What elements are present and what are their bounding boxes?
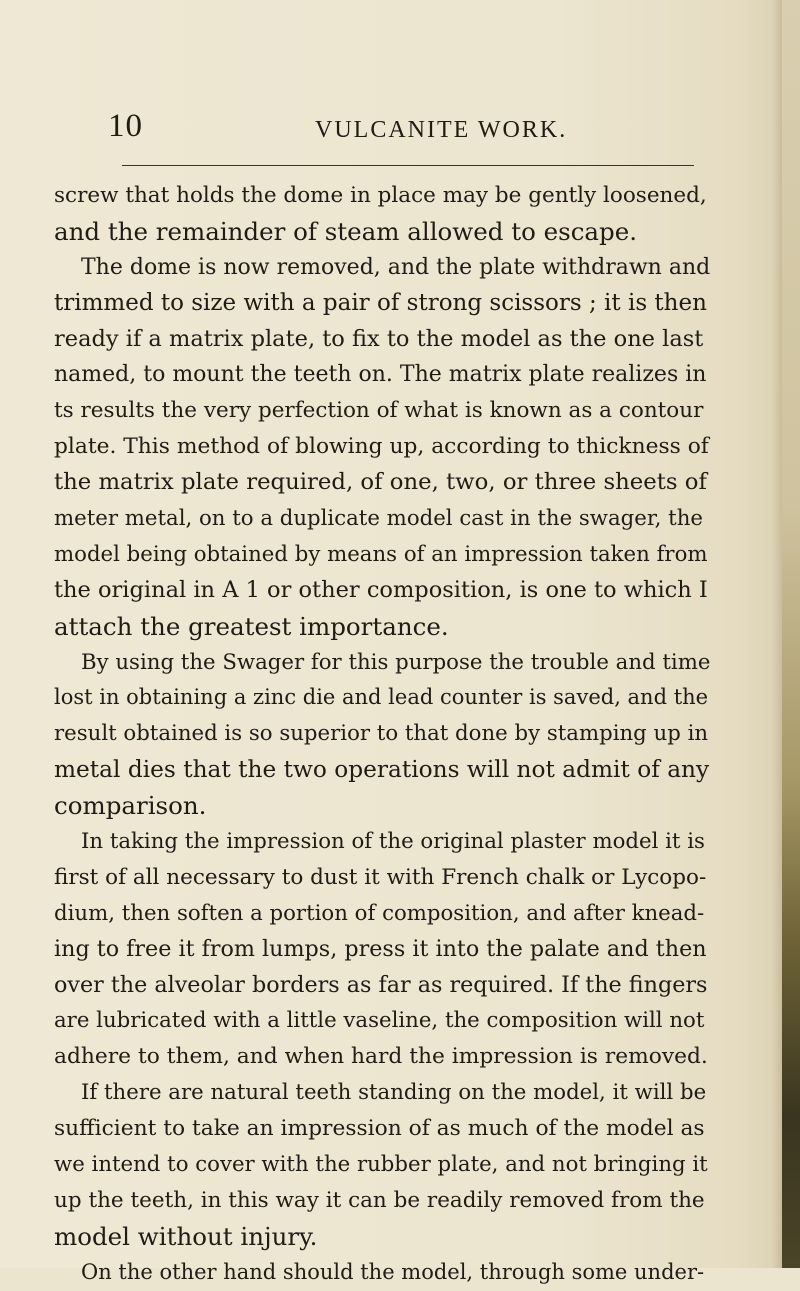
- text-line: ing to free it from lumps, press it into the palate and then: [54, 935, 707, 962]
- text-line: model without injury.: [54, 1221, 318, 1251]
- text-line: plate. This method of blowing up, according to thickness of: [54, 434, 709, 460]
- text-line: sufficient to take an impression of as much of the model as: [54, 1116, 705, 1142]
- text-line: and the remainder of steam allowed to escape.: [54, 216, 637, 246]
- page-header: [108, 108, 708, 148]
- page-edge-shadow: [772, 0, 782, 1268]
- text-line: named, to mount the teeth on. The matrix plate realizes in: [54, 362, 707, 388]
- text-line: If there are natural teeth standing on the model, it will be: [81, 1080, 707, 1106]
- text-line: ts results the very perfection of what is known as a contour: [54, 398, 704, 424]
- page-edge: [782, 0, 800, 1268]
- text-line: the original in A 1 or other composition, is one to which I: [54, 576, 708, 603]
- text-line: up the teeth, in this way it can be readily removed from the: [54, 1187, 705, 1213]
- text-line: result obtained is so superior to that done by stamping up in: [54, 721, 709, 747]
- running-head: VULCANITE WORK.: [315, 117, 568, 143]
- text-line: model being obtained by means of an impression taken from: [54, 541, 708, 567]
- header-rule: [122, 165, 694, 166]
- text-line: adhere to them, and when hard the impression is removed.: [54, 1044, 708, 1070]
- text-line: trimmed to size with a pair of strong scissors ; it is then: [54, 289, 707, 316]
- text-line: screw that holds the dome in place may be gently loosened,: [54, 183, 707, 208]
- text-line: By using the Swager for this purpose the trouble and time: [81, 649, 711, 675]
- text-line: metal dies that the two operations will not admit of any: [54, 756, 710, 784]
- text-line: On the other hand should the model, through some under-: [81, 1259, 705, 1284]
- text-line: dium, then soften a portion of composition, and after knead-: [54, 900, 705, 926]
- text-line: we intend to cover with the rubber plate, and not bringing it: [54, 1152, 708, 1178]
- text-line: ready if a matrix plate, to fix to the model as the one last: [54, 325, 704, 352]
- text-line: attach the greatest importance.: [54, 611, 449, 641]
- text-line: first of all necessary to dust it with French chalk or Lycopo-: [54, 864, 707, 890]
- text-line: The dome is now removed, and the plate withdrawn and: [81, 254, 711, 280]
- text-line: over the alveolar borders as far as required. If the fingers: [54, 971, 708, 998]
- page-number: 10: [108, 108, 143, 144]
- text-line: meter metal, on to a duplicate model cast in the swager, the: [54, 506, 703, 532]
- text-line: are lubricated with a little vaseline, the composition will not: [54, 1008, 705, 1034]
- text-line: lost in obtaining a zinc die and lead counter is saved, and the: [54, 685, 709, 710]
- text-line: In taking the impression of the original plaster model it is: [81, 829, 705, 855]
- body-text: [54, 178, 710, 1291]
- text-line: comparison.: [54, 791, 207, 821]
- text-line: the matrix plate required, of one, two, or three sheets of: [54, 469, 707, 496]
